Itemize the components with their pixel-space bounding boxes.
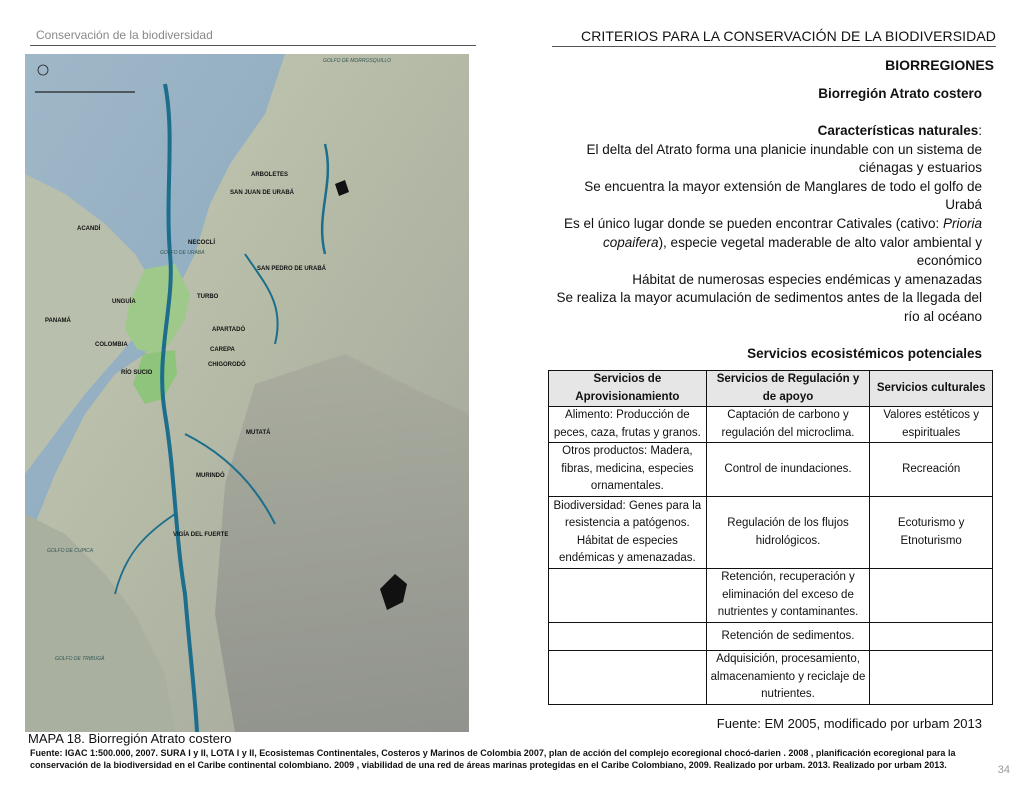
map-label: APARTADÓ [212,327,246,333]
services-table [548,370,993,705]
table-cell: Otros productos: Madera, fibras, medicina, especies ornamentales. [549,443,707,497]
map-graphic [25,54,469,732]
mountain-range [215,354,469,732]
table-cell: Valores estéticos y espirituales [870,407,993,443]
page-number: 34 [997,764,1010,776]
table-row [549,651,993,705]
table-cell: Adquisición, procesamiento, almacenamiento y reciclaje de nutrientes. [706,651,870,705]
table-row [549,623,993,651]
section-title: BIORREGIONES [885,57,994,73]
map-label: RÍO SUCIO [121,370,153,376]
characteristic-item: Es el único lugar donde se pueden encontrar Cativales (cativo: Prioria copaifera), especie vegetal maderable de alto valor ambiental y económico [564,215,982,269]
map-label: MUTATÁ [246,430,271,436]
characteristic-item: Se encuentra la mayor extensión de Manglares de todo el golfo de Urabá [584,178,982,213]
table-cell: Ecoturismo y Etnoturismo [870,497,993,569]
table-header: Servicios de Aprovisionamiento [549,371,707,407]
table-cell: Retención, recuperación y eliminación del exceso de nutrientes y contaminantes. [706,569,870,623]
services-title: Servicios ecosistémicos potenciales [747,346,982,361]
table-header: Servicios culturales [870,371,993,407]
map-label: GOLFO DE MORROSQUILLO [323,58,392,64]
characteristic-item: El delta del Atrato forma una planicie inundable con un sistema de ciénagas y estuarios [586,141,982,176]
table-row [549,569,993,623]
map-label: CAREPA [210,347,235,353]
table-cell: Recreación [870,443,993,497]
map-label: GOLFO DE CUPICA [47,548,94,554]
table-cell: Regulación de los flujos hidrológicos. [706,497,870,569]
bioregion-map [25,54,469,732]
species-name: Prioria copaifera [603,215,982,250]
right-header-rule [552,46,996,47]
map-label: ACANDÍ [77,226,101,232]
table-cell [549,651,707,705]
table-row [549,497,993,569]
map-label: MURINDÓ [196,473,225,479]
table-cell: Alimento: Producción de peces, caza, frutas y granos. [549,407,707,443]
map-label: UNGUÍA [112,299,136,305]
map-label: PANAMÁ [45,318,71,324]
map-source: Fuente: IGAC 1:500.000, 2007. SURA I y II, LOTA I y II, Ecosistemas Continentales, Costeros y Marinos de Colombia 2007, plan de acción del complejo ecoregional chocó-darien . 2008 , planificación ecoregional para la conservación de la biodiversidad en el Caribe continental colombiano. 2009 , viabilidad de una red de áreas marinas protegidas en el Caribe Colombiano, 2009. Realizado por urbam. 2013. Realizado por urbam 2013. [30,748,956,770]
map-label: NECOCLÍ [188,240,215,246]
map-label: CHIGORODÓ [208,362,246,368]
right-running-header: CRITERIOS PARA LA CONSERVACIÓN DE LA BIODIVERSIDAD [581,28,996,44]
table-cell [870,651,993,705]
map-label: COLOMBIA [95,342,128,348]
table-cell [870,623,993,651]
table-row [549,407,993,443]
map-caption: MAPA 18. Biorregión Atrato costero [28,731,232,746]
table-cell: Retención de sedimentos. [706,623,870,651]
table-source: Fuente: EM 2005, modificado por urbam 2013 [716,716,982,731]
table-cell: Control de inundaciones. [706,443,870,497]
characteristic-item: Hábitat de numerosas especies endémicas y amenazadas [632,271,982,287]
table-cell: Captación de carbono y regulación del microclima. [706,407,870,443]
subregion-title: Biorregión Atrato costero [818,86,982,101]
characteristics-title: Características naturales [817,123,979,138]
left-header-rule [30,45,476,46]
map-label: ARBOLETES [251,172,289,178]
map-label: VIGÍA DEL FUERTE [173,532,229,538]
left-running-header: Conservación de la biodiversidad [36,28,213,42]
table-cell [549,623,707,651]
map-label: GOLFO DE TRIBUGÁ [55,656,105,662]
map-label: SAN JUAN DE URABÁ [230,190,295,196]
characteristics-block: Características naturales: El delta del Atrato forma una planicie inundable con un sistema de ciénagas y estuarios Se encuentra la mayor extensión de Manglares de todo el golfo de Urabá Es el único lugar donde se pueden encontrar Cativales (cativo: Prioria copaifera), especie vegetal maderable de alto valor ambiental y económico Hábitat de numerosas especies endémicas y amenazadas Se realiza la mayor acumulación de sedimentos antes de la llegada del río al océano [552,122,982,327]
map-label: SAN PEDRO DE URABÁ [257,266,327,272]
characteristic-item: Se realiza la mayor acumulación de sedimentos antes de la llegada del río al océano [556,290,982,324]
table-row [549,443,993,497]
map-label: GOLFO DE URABÁ [160,250,205,256]
table-cell [870,569,993,623]
table-header: Servicios de Regulación y de apoyo [706,371,870,407]
table-cell [549,569,707,623]
table-cell: Biodiversidad: Genes para la resistencia a patógenos. Hábitat de especies endémicas y amenazadas. [549,497,707,569]
map-label: TURBO [197,294,219,300]
